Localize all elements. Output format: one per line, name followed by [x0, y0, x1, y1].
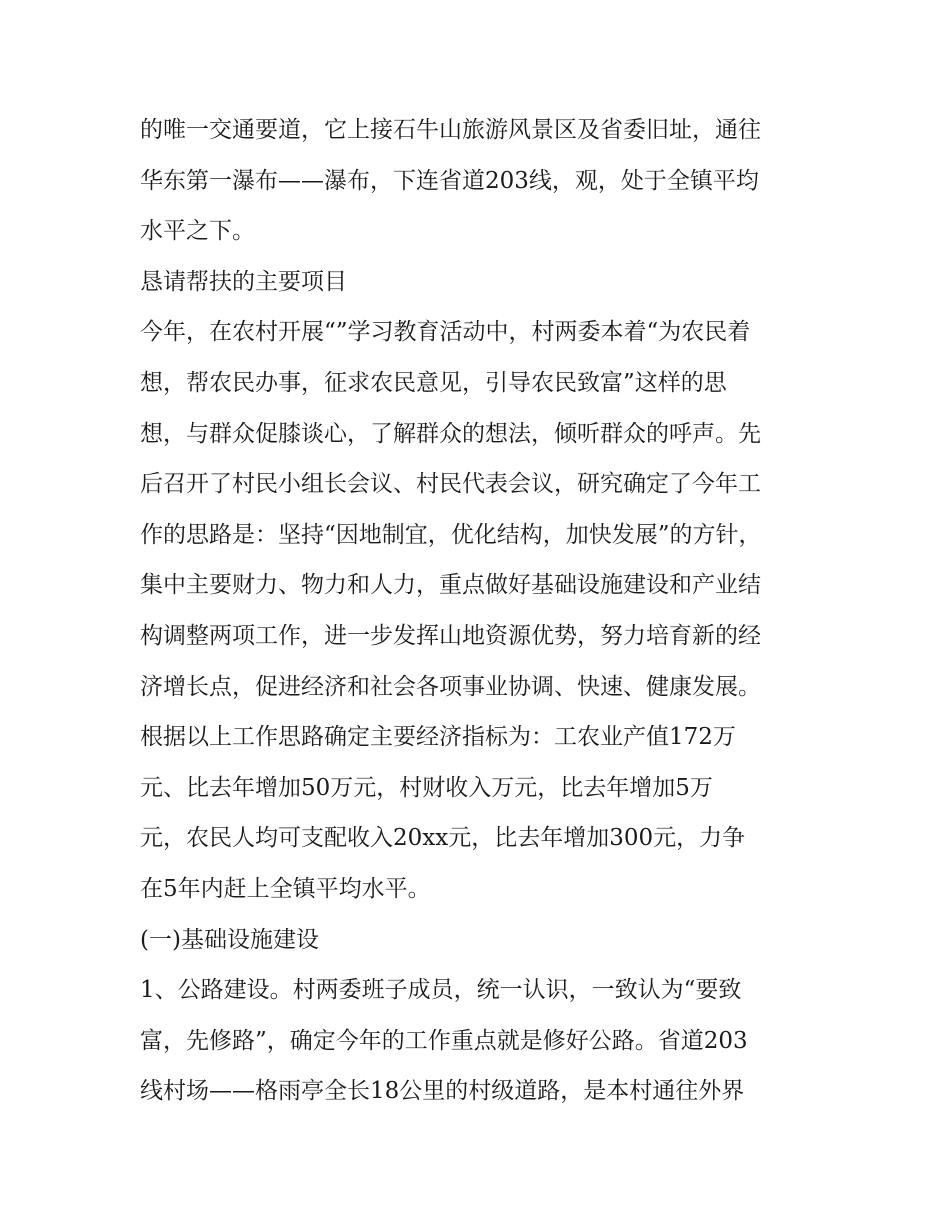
section-heading-assistance-projects: 恳请帮扶的主要项目 [140, 268, 347, 295]
text-line-10: 集中主要财力、物力和人力，重点做好基础设施建设和产业结 [140, 572, 761, 599]
text-line-2: 华东第一瀑布——瀑布，下连省道203线，观，处于全镇平均 [140, 167, 759, 194]
text-line-16: 在5年内赶上全镇平均水平。 [140, 875, 431, 902]
text-line-19: 富，先修路”，确定今年的工作重点就是修好公路。省道203 [140, 1027, 748, 1054]
text-line-18: 1、公路建设。村两委班子成员，统一认识，一致认为“要致 [140, 977, 742, 1004]
text-line-8: 后召开了村民小组长会议、村民代表会议，研究确定了今年工 [140, 471, 761, 498]
text-line-11: 构调整两项工作，进一步发挥山地资源优势，努力培育新的经 [140, 622, 761, 649]
text-line-1: 的唯一交通要道，它上接石牛山旅游风景区及省委旧址，通往 [140, 117, 761, 143]
text-line-13: 根据以上工作思路确定主要经济指标为：工农业产值172万 [140, 724, 736, 751]
text-line-9: 作的思路是：坚持“因地制宜，优化结构，加快发展”的方针， [140, 521, 762, 548]
text-line-15: 元，农民人均可支配收入20xx元，比去年增加300元，力争 [140, 825, 746, 852]
section-heading-infrastructure: (一)基础设施建设 [140, 926, 319, 953]
text-line-5: 今年，在农村开展“”学习教育活动中，村两委本着“为农民着 [140, 319, 751, 346]
text-line-12: 济增长点，促进经济和社会各项事业协调、快速、健康发展。 [140, 673, 761, 700]
text-line-20: 线村场——格雨亭全长18公里的村级道路，是本村通往外界 [140, 1078, 745, 1105]
text-line-14: 元、比去年增加50万元，村财收入万元，比去年增加5万 [140, 774, 713, 801]
text-line-7: 想，与群众促膝谈心，了解群众的想法，倾听群众的呼声。先 [140, 420, 761, 447]
text-line-6: 想，帮农民办事，征求农民意见，引导农民致富”这样的思 [140, 369, 727, 396]
document-body [140, 105, 820, 1117]
text-line-3: 水平之下。 [140, 218, 255, 245]
